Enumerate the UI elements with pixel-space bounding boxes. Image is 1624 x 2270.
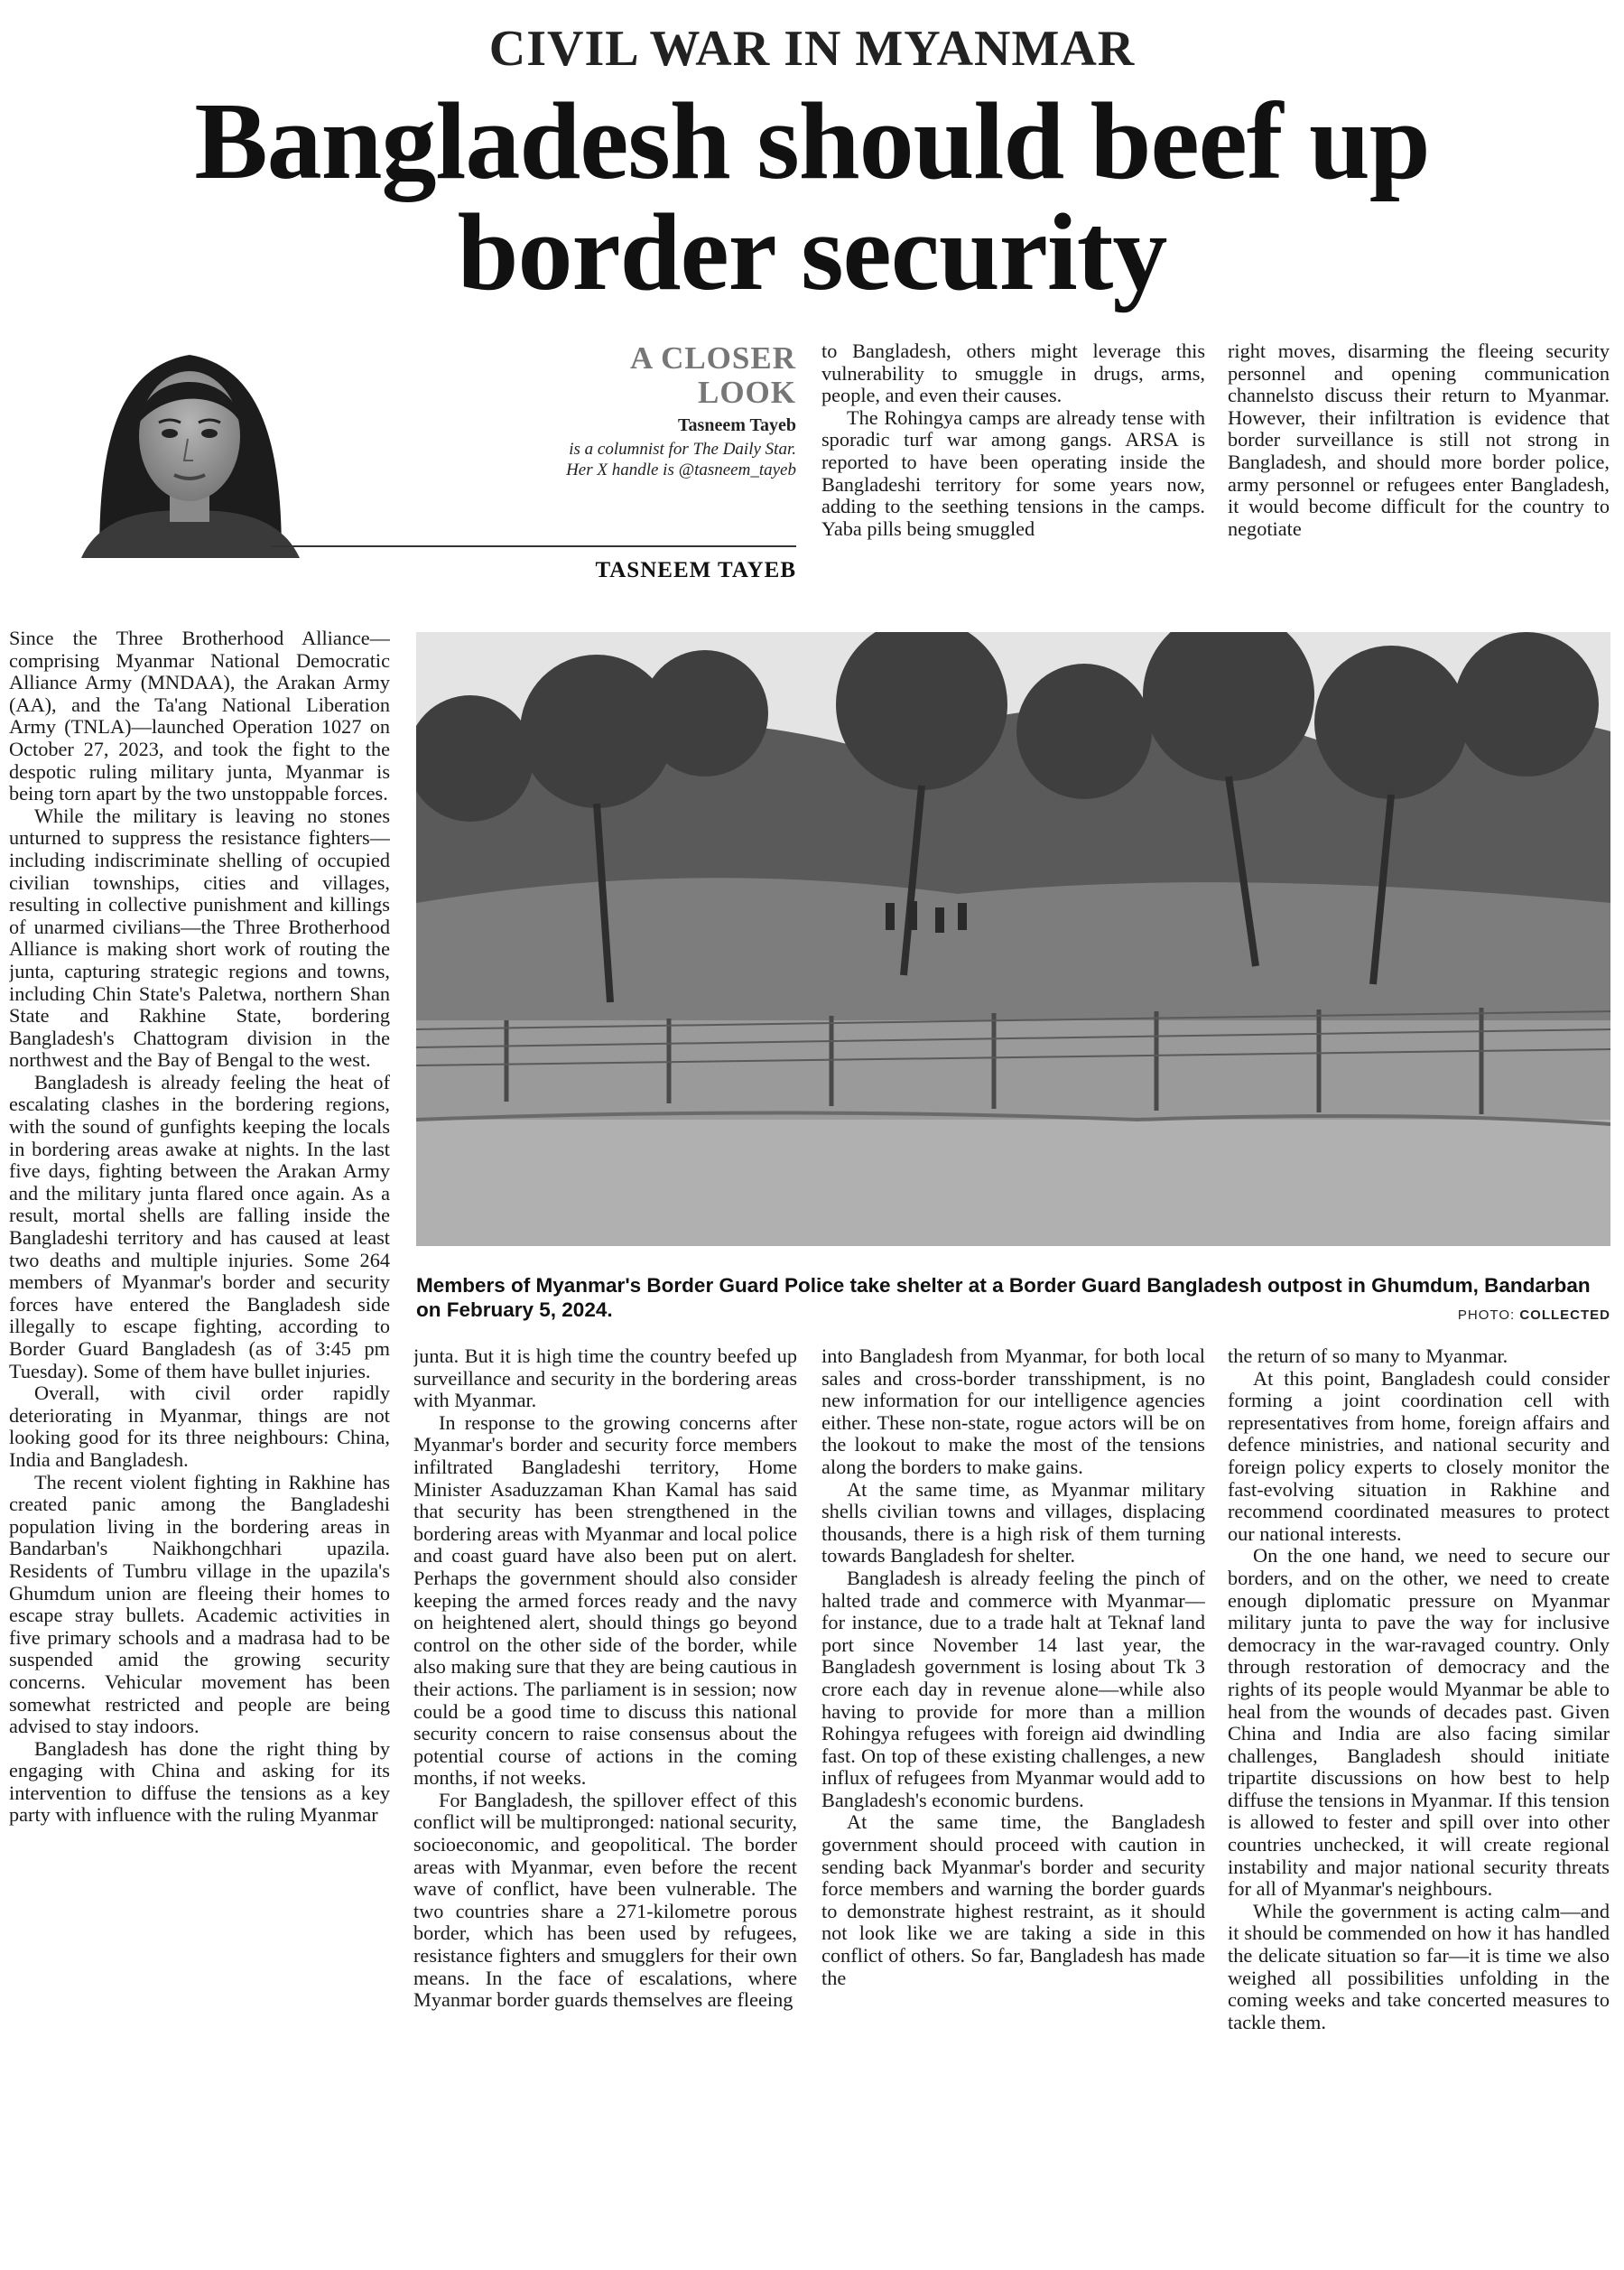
section-label: A CLOSER LOOK	[629, 340, 796, 410]
column-2	[413, 1345, 797, 2257]
author-portrait	[45, 332, 334, 558]
column-3-top	[821, 340, 1205, 598]
paragraph: the return of so many to Myanmar.	[1228, 1345, 1508, 1367]
paragraph: The recent violent fighting in Rakhine has created panic among the Bangladeshi population living in the bordering areas in Bandarban's Naikhongchhari upazila. Residents of Tumbru village in the upazila's Ghumdum union are fleeing their homes to escape stray bullets. Academic activities in five primary schools and a madrasa had to be suspended amid the growing security concerns. Vehicular movement has been somewhat restricted and people are being advised to stay indoors.	[9, 1470, 390, 1738]
photo-credit	[1458, 1307, 1610, 1323]
paragraph: In response to the growing concerns after Myanmar's border and security force members infiltrated Bangladeshi territory, Home Minister Asaduzzaman Khan Kamal has said that security has been strengthened in the bordering areas with Myanmar and local police and coast guard have also been put on alert. Perhaps the government should also consider keeping the armed forces ready and the navy on heightened alert, should things go beyond control on the other side of the border, while also making sure that they are being cautious in their actions. The parliament is in session; now could be a good time to discuss this national security concern to raise consensus about the potential course of actions in the coming months, if not weeks.	[413, 1410, 797, 1790]
paragraph: Bangladesh is already feeling the pinch of halted trade and commerce with Myanmar—for instance, due to a trade halt at Teknaf land port since November 14 last year, the Bangladesh government is losing about Tk 3 crore each day in revenue alone—while also having to provide for more than a million Rohingya refugees with foreign aid dwindling fast. On top of these existing challenges, a new influx of refugees from Myanmar would add to Bangladesh's economic burdens.	[821, 1566, 1205, 1811]
paragraph: The Rohingya camps are already tense with sporadic turf war among gangs. ARSA is reported to have been operating inside the Bangladeshi territory for some years now, adding to the seething tensions in the camps. Yaba pills being smuggled	[821, 405, 1205, 540]
bio-line-1: is a columnist for The Daily Star.	[569, 440, 796, 459]
credit-label: PHOTO:	[1457, 1307, 1516, 1323]
paragraph: On the one hand, we need to secure our borders, and on the other, we need to create enough diplomatic pressure on Myanmar military junta to pave the way for inclusive democracy in the war-ravaged country. Only through restoration of democracy and the rights of its people would Myanmar be able to heal from the wounds of decades past. Given China and India are also facing similar challenges, Bangladesh should initiate tripartite discussions on how best to help diffuse the tensions in Myanmar. If this tension is allowed to fester and spill over into other countries unchecked, it will create regional instability and major national security threats for all of Myanmar's neighbours.	[1228, 1544, 1610, 1901]
paragraph: Since the Three Brotherhood Alliance—comprising Myanmar National Democratic Alliance Army (MNDAA), the Arakan Army (AA), and the Ta'ang National Liberation Army (TNLA)—launched Operation 1027 on October 27, 2023, and took the fight to the despotic ruling military junta, Myanmar is being torn apart by the two unstoppable forces.	[9, 628, 390, 805]
paragraph: Overall, with civil order rapidly deteriorating in Myanmar, things are not looking good for its three neighbours: China, India and Bangladesh.	[9, 1382, 390, 1471]
headline-line-2: border security	[457, 191, 1167, 313]
headline-line-1: Bangladesh should beef up	[194, 80, 1430, 202]
paragraph: For Bangladesh, the spillover effect of this conflict will be multipronged: national security, socioeconomic, and geopolitical. The border areas with Myanmar, even before the recent wave of conflict, have been vulnerable. The two countries share a 271-kilometre porous border, which has been used by refugees, resistance fighters and smugglers for their own means. In the face of escalations, where Myanmar border guards themselves are fleeing	[413, 1788, 797, 2012]
paragraph: right moves, disarming the fleeing security personnel and opening communication channelsto discuss their return to Myanmar. However, their infiltration is evidence that border surveillance is still not strong in Bangladesh, and should more border police, army personnel or refugees enter Bangladesh, it would become difficult for the country to negotiate	[1228, 340, 1610, 540]
paragraph: Bangladesh has done the right thing by engaging with China and asking for its intervention to diffuse the tensions as a key party with influence with the ruling Myanmar	[9, 1736, 390, 1827]
column-4-bottom	[1228, 1345, 1610, 2257]
paragraph: At this point, Bangladesh could consider forming a joint coordination cell with representatives from home, foreign affairs and defence ministries, and national security and foreign policy experts to closely monitor the fast-evolving situation in Rakhine and recommend coordinated measures to protect our national interests.	[1228, 1366, 1610, 1545]
column-3-bottom	[821, 1345, 1205, 2257]
paragraph: Bangladesh is already feeling the heat of escalating clashes in the bordering regions, with the sound of gunfights keeping the locals in bordering areas awake at nights. In the last five days, fighting between the Arakan Army and the military junta flared once again. As a result, mortal shells are falling inside the Bangladeshi territory and has caused at least two deaths and multiple injuries. Some 264 members of Myanmar's border and security forces have entered the Bangladesh side illegally to escape fighting, according to Border Guard Bangladesh (as of 3:45 pm Tuesday). Some of them have bullet injuries.	[9, 1070, 390, 1382]
paragraph: At the same time, the Bangladesh government should proceed with caution in sending back Myanmar's border and security force members and warning the border guards to demonstrate highest restraint, as it should not look like we are taking a side in this conflict of others. So far, Bangladesh has made the	[821, 1810, 1205, 1989]
paragraph: At the same time, as Myanmar military shells civilian towns and villages, displacing thousands, there is a high risk of them turning towards Bangladesh for shelter.	[821, 1477, 1205, 1568]
paragraph: junta. But it is high time the country beefed up surveillance and security in the bordering areas with Myanmar.	[413, 1345, 797, 1412]
paragraph: While the government is acting calm—and it should be commended on how it has handled the delicate situation so far—it is time we also weighed all possibilities unfolding in the coming weeks and take concerted measures to tackle them.	[1228, 1899, 1610, 2033]
paragraph: into Bangladesh from Myanmar, for both local sales and cross-border transshipment, is no new information for our intelligence agencies either. These non-state, rogue actors will be on the lookout to make the most of the tensions along the borders to make gains.	[821, 1345, 1205, 1478]
byline: TASNEEM TAYEB	[595, 558, 796, 582]
paragraph: to Bangladesh, others might leverage this vulnerability to smuggle in drugs, arms, people, and even their causes.	[821, 340, 1205, 407]
bio-line-2: Her X handle is @tasneem_tayeb	[566, 461, 796, 479]
column-1	[9, 628, 390, 2257]
photo-caption: Members of Myanmar's Border Guard Police take shelter at a Border Guard Bangladesh outpost in Ghumdum, Bandarban on February 5, 2024.	[416, 1274, 1591, 1321]
author-bio	[506, 439, 796, 480]
author-box-rule	[271, 545, 796, 547]
paragraph: While the military is leaving no stones unturned to suppress the resistance fighters—including indiscriminate shelling of occupied civilian townships, cities and villages, resulting in collective punishment and killings of unarmed civilians—the Three Brotherhood Alliance is making short work of routing the junta, capturing strategic regions and towns, including Chin State's Paletwa, northern Shan State and Rakhine State, bordering Bangladesh's Chattogram division in the northwest and the Bay of Bengal to the west.	[9, 804, 390, 1072]
bio-name: Tasneem Tayeb	[678, 415, 796, 435]
kicker: CIVIL WAR IN MYANMAR	[488, 21, 1136, 77]
border-outpost-photo	[416, 632, 1610, 1246]
headline	[0, 80, 1624, 313]
column-4-top	[1228, 340, 1610, 598]
credit-value: COLLECTED	[1519, 1307, 1610, 1323]
